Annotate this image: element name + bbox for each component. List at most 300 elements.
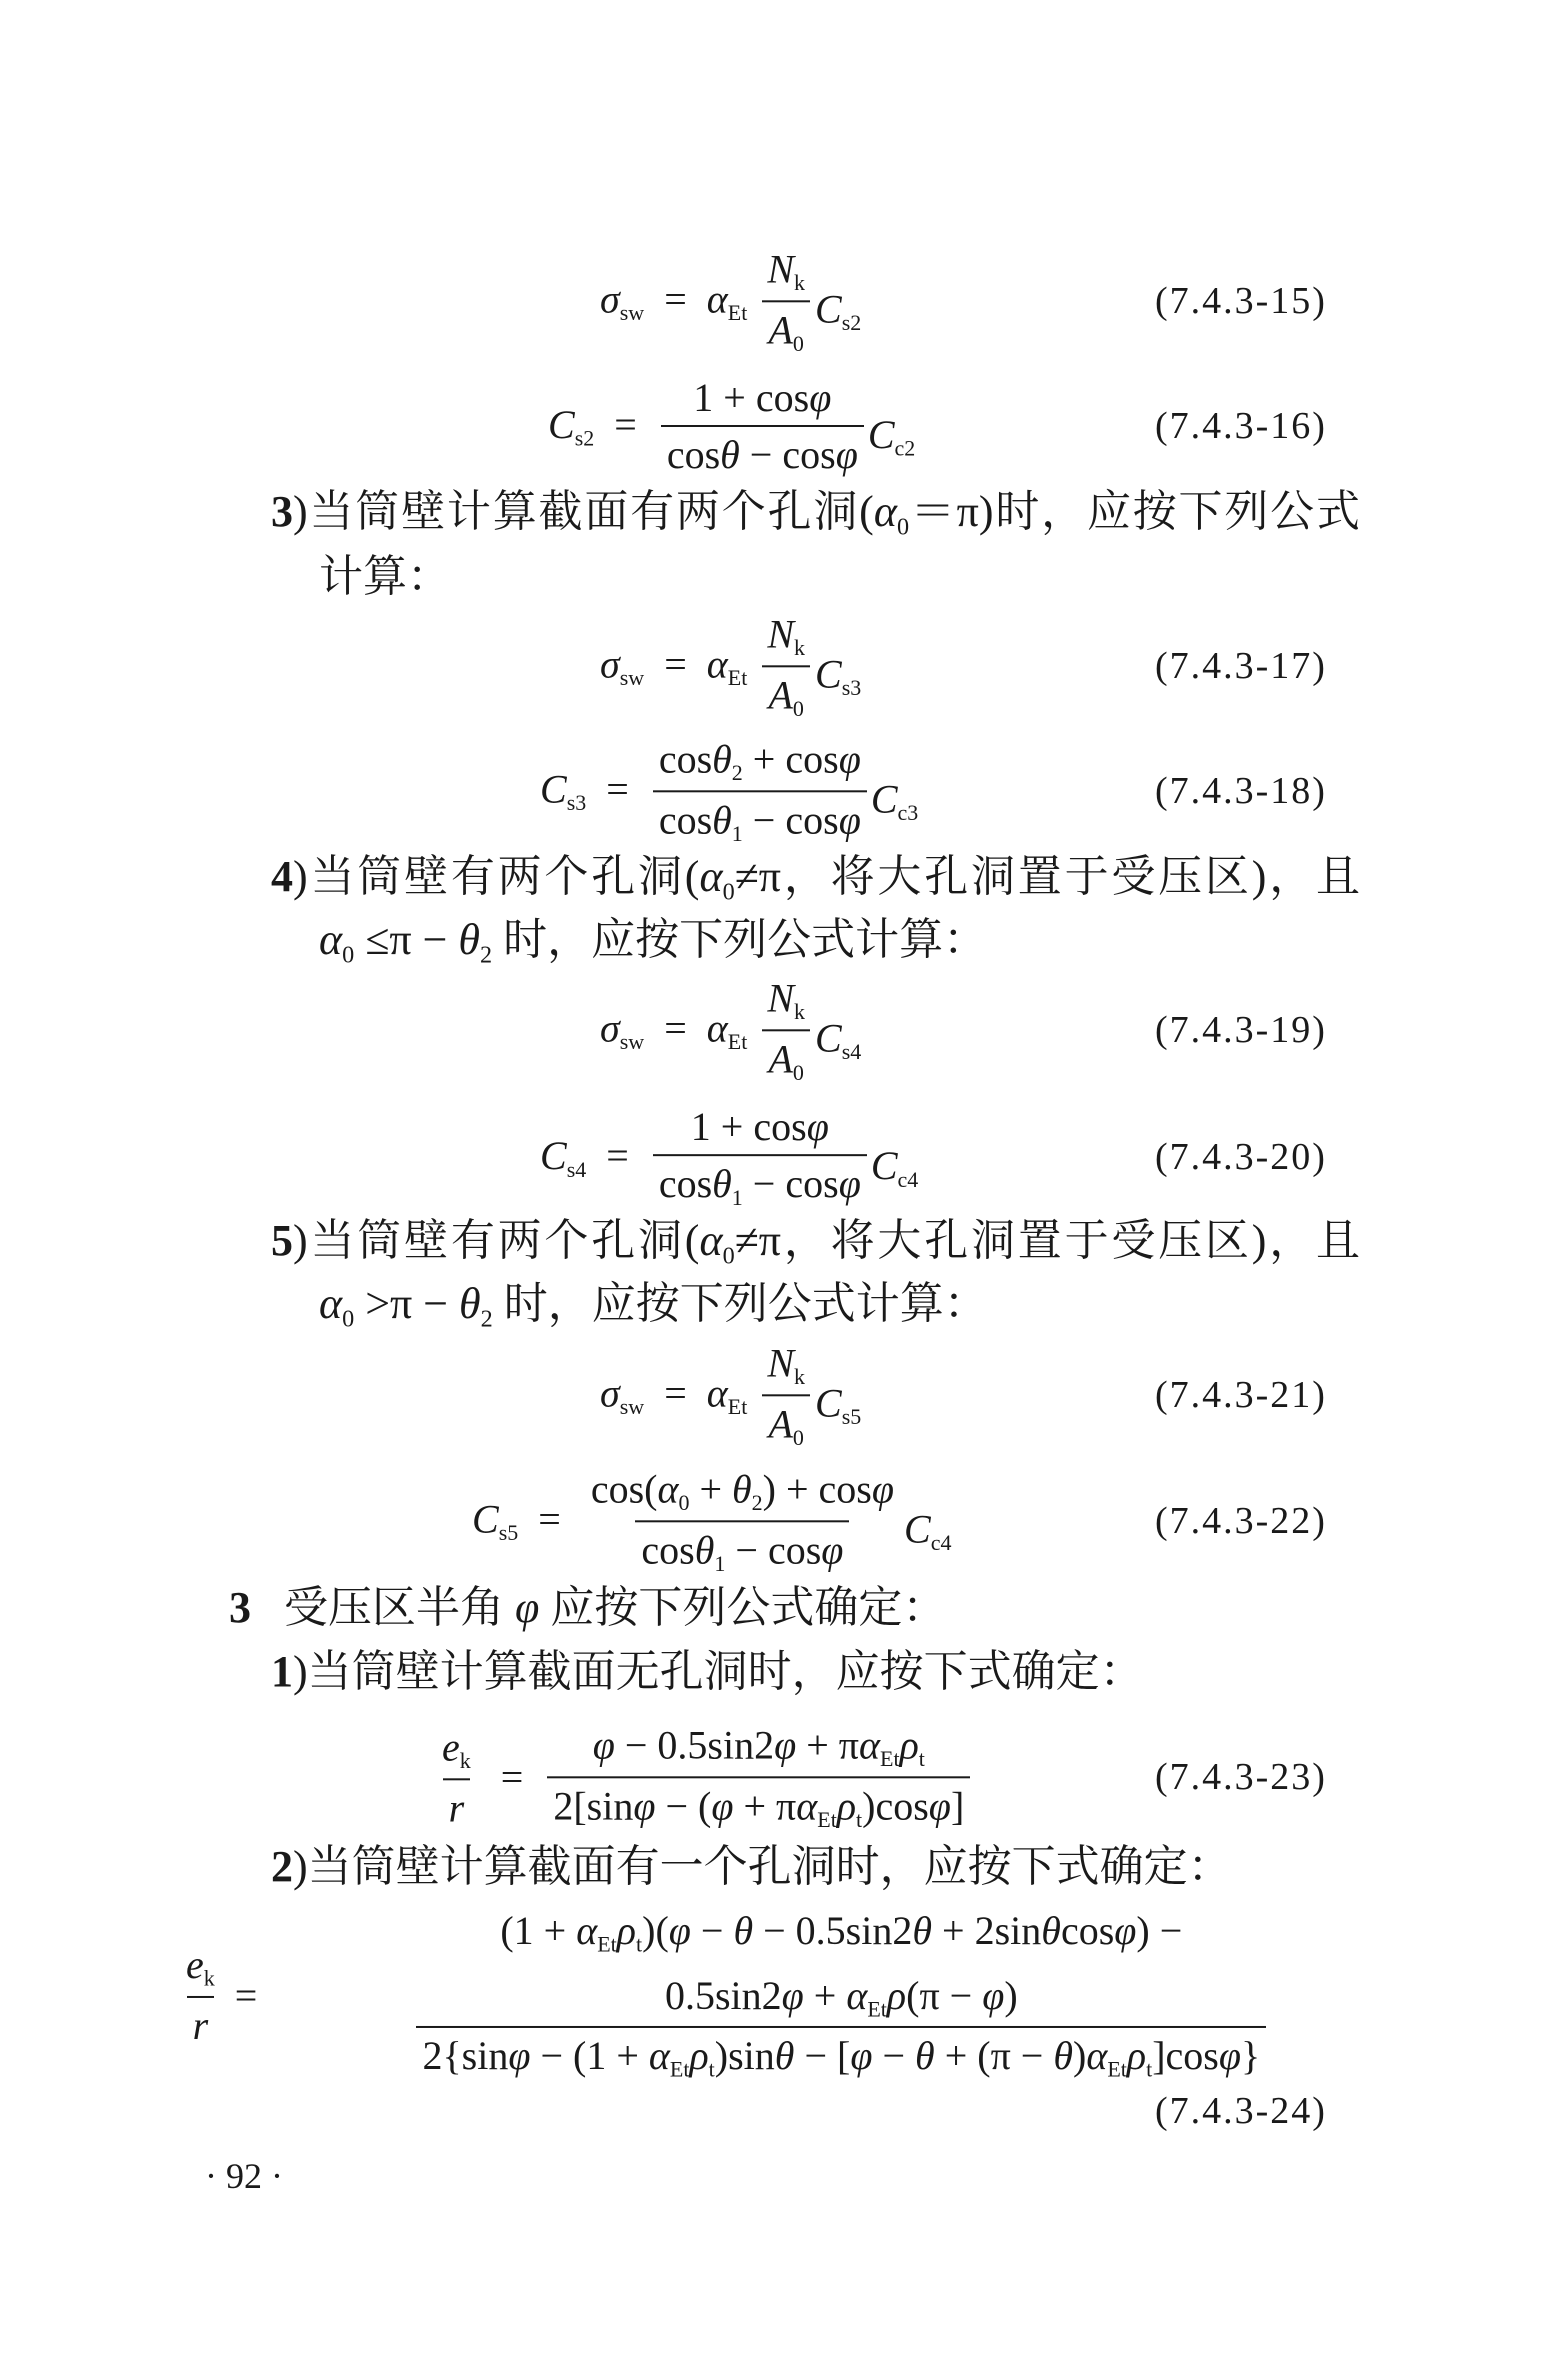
text-segment: (1 + bbox=[500, 1907, 577, 1953]
equation-16 bbox=[548, 374, 915, 478]
text-segment: )当筒壁计算截面有一个孔洞时，应按下式确定： bbox=[293, 1842, 1232, 1891]
subscript: k bbox=[794, 635, 805, 660]
text-segment: 3 bbox=[229, 1583, 251, 1632]
subscript: Et bbox=[727, 300, 748, 326]
denominator bbox=[635, 1520, 849, 1577]
subscript: c4 bbox=[930, 1530, 952, 1556]
subscript: s4 bbox=[566, 1156, 587, 1182]
denominator bbox=[762, 665, 809, 722]
text-segment: + (π − bbox=[934, 2033, 1054, 2079]
numerator bbox=[587, 1721, 931, 1776]
equation-number-24: (7.4.3-24) bbox=[1155, 2090, 1327, 2132]
subscript: sw bbox=[619, 300, 645, 326]
numerator bbox=[761, 610, 811, 665]
subscript: 2 bbox=[480, 1305, 493, 1333]
text-segment: φ bbox=[806, 1104, 829, 1150]
text-segment: = bbox=[586, 766, 649, 812]
subscript: s5 bbox=[498, 1520, 519, 1546]
text-segment: φ bbox=[1114, 1907, 1137, 1953]
text-segment: − cos bbox=[739, 432, 836, 477]
subscript: Et bbox=[727, 1029, 748, 1055]
text-segment bbox=[747, 1371, 757, 1416]
text-segment: α bbox=[319, 1279, 343, 1329]
fraction bbox=[761, 245, 811, 356]
text-segment: C bbox=[904, 1506, 931, 1552]
lhs bbox=[600, 1370, 757, 1421]
numerator bbox=[494, 1907, 1188, 2026]
subscript: s3 bbox=[841, 675, 862, 701]
subscript: 0 bbox=[342, 941, 355, 969]
text-segment: φ bbox=[774, 1722, 797, 1768]
equation-17 bbox=[600, 610, 861, 721]
text-segment: A bbox=[768, 1401, 793, 1446]
item-4-two-holes-line1 bbox=[271, 852, 1360, 906]
text-segment: } bbox=[1241, 2033, 1261, 2079]
subscript: s4 bbox=[841, 1039, 862, 1065]
coefficient bbox=[871, 776, 918, 827]
equation-number-15: (7.4.3-15) bbox=[1155, 280, 1327, 322]
text-segment: θ bbox=[458, 915, 481, 965]
denominator bbox=[653, 1154, 867, 1211]
text-segment: φ bbox=[668, 1907, 691, 1953]
subscript: k bbox=[459, 1747, 471, 1773]
equation-number-21: (7.4.3-21) bbox=[1155, 1374, 1327, 1416]
equation-22 bbox=[472, 1465, 951, 1576]
text-segment: A bbox=[768, 1036, 793, 1081]
subscript: 1 bbox=[714, 1550, 726, 1576]
subscript: Et bbox=[669, 2057, 690, 2083]
text-segment: θ bbox=[1053, 2033, 1073, 2079]
text-segment: θ bbox=[1041, 1907, 1061, 1953]
text-segment: = bbox=[644, 276, 707, 322]
numerator bbox=[761, 1339, 811, 1394]
text-segment: N bbox=[767, 1340, 794, 1386]
text-segment: ) + cos bbox=[762, 1466, 872, 1512]
lhs bbox=[540, 766, 649, 817]
clause-3-heading bbox=[229, 1583, 947, 1632]
text-segment: )当筒壁有两个孔洞( bbox=[293, 1216, 700, 1266]
equation-18 bbox=[540, 735, 918, 846]
text-segment: cos bbox=[658, 1161, 713, 1207]
numerator-line bbox=[442, 1723, 471, 1774]
subscript: Et bbox=[727, 665, 748, 691]
text-segment: A bbox=[768, 307, 793, 352]
numerator bbox=[687, 374, 837, 425]
text-segment: φ bbox=[928, 1783, 951, 1828]
subscript: 0 bbox=[792, 330, 804, 356]
subscript: 0 bbox=[792, 1424, 804, 1450]
text-segment: − cos bbox=[742, 797, 839, 842]
equation-19 bbox=[600, 974, 861, 1085]
text-segment: θ bbox=[459, 1279, 481, 1329]
text-segment: C bbox=[815, 1380, 842, 1426]
text-segment: + bbox=[803, 1972, 847, 2018]
text-segment: cos( bbox=[590, 1466, 658, 1512]
denominator bbox=[762, 1394, 809, 1451]
subscript: t bbox=[918, 1746, 925, 1771]
text-segment: 应按下列公式确定： bbox=[539, 1583, 947, 1632]
numerator-line bbox=[186, 1941, 215, 1992]
text-segment bbox=[747, 277, 757, 322]
text-segment: ρ bbox=[886, 1972, 907, 2018]
text-segment: ≤π − bbox=[354, 915, 459, 965]
text-segment: ρ bbox=[689, 2033, 709, 2079]
item-3-two-holes-line1 bbox=[271, 487, 1360, 541]
lhs bbox=[548, 401, 657, 452]
text-segment: 1 + cos bbox=[690, 1104, 807, 1150]
item-5-two-holes-line2 bbox=[319, 1279, 988, 1333]
text-segment: φ bbox=[838, 797, 861, 842]
text-segment: ≠π，将大孔洞置于受压区)，且 bbox=[734, 852, 1360, 902]
text-segment: C bbox=[870, 776, 898, 822]
text-segment: )cos bbox=[862, 1783, 929, 1828]
fraction bbox=[547, 1721, 970, 1832]
subscript: 1 bbox=[731, 820, 743, 846]
numerator-line bbox=[767, 1339, 805, 1390]
numerator bbox=[761, 245, 811, 300]
fraction bbox=[271, 1907, 1411, 2083]
numerator-line bbox=[767, 245, 805, 296]
text-segment: θ bbox=[694, 1527, 715, 1572]
subscript: k bbox=[794, 999, 805, 1024]
fraction bbox=[653, 1103, 867, 1211]
numerator-line bbox=[691, 1103, 829, 1150]
text-segment: 3 bbox=[271, 487, 293, 537]
text-segment: φ bbox=[850, 2033, 873, 2079]
text-segment: cos bbox=[658, 797, 713, 842]
page-number: · 92 · bbox=[205, 2156, 283, 2196]
text-segment: α bbox=[706, 1370, 728, 1416]
text-segment: − ( bbox=[655, 1783, 712, 1828]
text-segment: − cos bbox=[742, 1161, 839, 1207]
text-segment: − [ bbox=[794, 2033, 851, 2079]
text-segment: (π − bbox=[906, 1972, 983, 2018]
text-segment: α bbox=[699, 1216, 723, 1266]
text-segment: 2{sin bbox=[422, 2033, 509, 2079]
text-segment: 4 bbox=[271, 852, 293, 902]
text-segment: ρ bbox=[899, 1722, 919, 1768]
text-segment: θ bbox=[912, 1907, 933, 1953]
text-segment: = bbox=[594, 401, 657, 447]
lhs bbox=[472, 1496, 581, 1547]
text-segment: 2[sin bbox=[553, 1783, 634, 1828]
fraction bbox=[661, 374, 864, 478]
numerator bbox=[585, 1465, 900, 1520]
text-segment: C bbox=[472, 1496, 499, 1542]
equation-number-17: (7.4.3-17) bbox=[1155, 645, 1327, 687]
text-segment: e bbox=[442, 1724, 460, 1770]
text-segment: = bbox=[644, 1370, 707, 1416]
subscript: 0 bbox=[342, 1305, 355, 1333]
text-segment: φ bbox=[592, 1722, 615, 1768]
text-segment: + π bbox=[733, 1783, 797, 1828]
subscript: t bbox=[708, 2057, 715, 2083]
coefficient bbox=[904, 1506, 951, 1557]
text-segment bbox=[747, 1006, 757, 1051]
fraction bbox=[761, 610, 811, 721]
denominator bbox=[416, 2026, 1266, 2083]
text-segment: = bbox=[644, 641, 707, 687]
fraction bbox=[761, 1339, 811, 1450]
subscript: c2 bbox=[894, 435, 916, 461]
text-segment: α bbox=[846, 1972, 868, 2018]
text-segment: σ bbox=[600, 1005, 620, 1051]
text-segment: ) − bbox=[1136, 1907, 1183, 1953]
text-segment: φ bbox=[515, 1583, 540, 1632]
subscript: c3 bbox=[897, 800, 919, 826]
text-segment bbox=[747, 642, 757, 687]
subscript: k bbox=[794, 1364, 805, 1389]
coefficient bbox=[871, 1142, 918, 1193]
text-segment: φ bbox=[781, 1972, 804, 2018]
text-segment: cos bbox=[1060, 1907, 1115, 1953]
text-segment: − bbox=[690, 1907, 734, 1953]
item-4-two-holes-line2 bbox=[319, 915, 988, 969]
subscript: Et bbox=[727, 1394, 748, 1420]
text-segment: φ bbox=[1218, 2033, 1241, 2079]
denominator bbox=[762, 1029, 809, 1086]
text-segment: α bbox=[873, 487, 897, 537]
text-segment: θ bbox=[733, 1907, 754, 1953]
item-2-one-hole bbox=[271, 1842, 1232, 1891]
lhs bbox=[600, 276, 757, 327]
item-3-two-holes-line2 bbox=[319, 552, 451, 601]
text-segment: e bbox=[186, 1942, 204, 1988]
equation-20 bbox=[540, 1103, 918, 1211]
subscript: s2 bbox=[574, 425, 595, 451]
text-segment: α bbox=[796, 1783, 818, 1828]
text-segment: N bbox=[767, 246, 794, 292]
equation-23 bbox=[432, 1721, 974, 1832]
text-segment: )当筒壁计算截面有两个孔洞( bbox=[293, 487, 874, 537]
text-segment: + π bbox=[796, 1722, 859, 1768]
subscript: 0 bbox=[896, 513, 910, 541]
denominator bbox=[547, 1776, 970, 1833]
numerator-line bbox=[593, 1721, 925, 1772]
text-segment: ≠π，将大孔洞置于受压区)，且 bbox=[734, 1216, 1360, 1266]
text-segment: C bbox=[540, 1132, 567, 1178]
text-segment: C bbox=[815, 1015, 842, 1061]
text-segment: φ bbox=[982, 1972, 1005, 2018]
text-segment: α bbox=[657, 1466, 679, 1512]
subscript: 0 bbox=[792, 695, 804, 721]
coefficient bbox=[815, 286, 861, 337]
coefficient bbox=[815, 1380, 861, 1431]
equation-21 bbox=[600, 1339, 861, 1450]
text-segment: A bbox=[768, 672, 793, 717]
text-segment: φ bbox=[633, 1783, 656, 1828]
text-segment: ＝π)时，应按下列公式 bbox=[909, 487, 1360, 537]
numerator-line bbox=[767, 610, 805, 661]
text-segment: θ bbox=[732, 1466, 752, 1512]
numerator-line bbox=[693, 374, 831, 421]
text-segment: ρ bbox=[836, 1783, 857, 1828]
subscript: 2 bbox=[751, 1490, 763, 1515]
denominator bbox=[187, 1996, 215, 2049]
text-segment: ]cos bbox=[1152, 2033, 1219, 2079]
text-segment: ) bbox=[1073, 2033, 1087, 2079]
lhs-fraction bbox=[436, 1723, 477, 1831]
text-segment: φ bbox=[871, 1466, 895, 1512]
numerator bbox=[761, 974, 811, 1029]
text-segment: 受压区半角 bbox=[251, 1583, 515, 1632]
text-segment: θ bbox=[712, 1161, 732, 1207]
text-segment: σ bbox=[600, 641, 620, 687]
text-segment: 0.5sin2 bbox=[664, 1972, 782, 2018]
subscript: Et bbox=[1107, 2057, 1127, 2083]
equation-number-20: (7.4.3-20) bbox=[1155, 1136, 1327, 1178]
text-segment: − 0.5sin2 bbox=[614, 1722, 775, 1768]
text-segment: α bbox=[1086, 2033, 1108, 2079]
text-segment: φ bbox=[508, 2033, 531, 2079]
denominator bbox=[762, 300, 809, 357]
text-segment: σ bbox=[600, 1370, 620, 1416]
text-segment: )( bbox=[642, 1907, 669, 1953]
equation-24 bbox=[176, 1907, 1415, 2083]
text-segment: cos bbox=[641, 1527, 695, 1572]
text-segment: σ bbox=[600, 276, 620, 322]
item-5-two-holes-line1 bbox=[271, 1216, 1360, 1270]
text-segment: + bbox=[689, 1466, 733, 1512]
fraction bbox=[653, 735, 867, 846]
denominator bbox=[661, 425, 864, 478]
coefficient bbox=[868, 411, 915, 462]
subscript: 0 bbox=[792, 1059, 804, 1085]
text-segment: α bbox=[706, 641, 728, 687]
equation-15 bbox=[600, 245, 861, 356]
numerator bbox=[436, 1723, 477, 1778]
subscript: 2 bbox=[480, 941, 493, 969]
text-segment: ρ bbox=[616, 1907, 636, 1953]
subscript: Et bbox=[880, 1746, 900, 1771]
text-segment: N bbox=[767, 611, 794, 657]
numerator bbox=[685, 1103, 835, 1154]
text-segment: 1 bbox=[271, 1647, 293, 1696]
text-segment: − 0.5sin2 bbox=[753, 1907, 913, 1953]
subscript: t bbox=[856, 1806, 863, 1832]
text-segment: θ bbox=[720, 432, 740, 477]
text-segment: 2 bbox=[271, 1842, 293, 1891]
text-segment: + cos bbox=[742, 736, 839, 782]
text-segment: φ bbox=[809, 375, 832, 420]
coefficient bbox=[815, 651, 861, 702]
subscript: s5 bbox=[841, 1404, 862, 1430]
subscript: sw bbox=[619, 665, 645, 691]
lhs bbox=[600, 641, 757, 692]
lhs-fraction bbox=[180, 1941, 221, 2049]
subscript: t bbox=[1146, 2057, 1153, 2083]
subscript: Et bbox=[867, 1996, 887, 2022]
text-segment: )当筒壁计算截面无孔洞时，应按下式确定： bbox=[293, 1647, 1144, 1696]
subscript: 1 bbox=[731, 1184, 743, 1210]
subscript: k bbox=[794, 270, 805, 295]
fraction bbox=[585, 1465, 900, 1576]
subscript: k bbox=[203, 1965, 215, 1991]
numerator-line bbox=[500, 1972, 1182, 2023]
fraction bbox=[761, 974, 811, 1085]
lhs bbox=[225, 1972, 268, 2019]
text-segment: )当筒壁有两个孔洞( bbox=[293, 852, 700, 902]
equation-number-18: (7.4.3-18) bbox=[1155, 770, 1327, 812]
text-segment: C bbox=[548, 401, 575, 447]
text-segment: 1 + cos bbox=[693, 375, 810, 420]
item-1-no-hole bbox=[271, 1647, 1144, 1696]
equation-number-23: (7.4.3-23) bbox=[1155, 1756, 1327, 1798]
text-segment: α bbox=[859, 1722, 880, 1768]
subscript: s2 bbox=[841, 310, 862, 336]
subscript: sw bbox=[619, 1394, 645, 1420]
text-segment: C bbox=[815, 651, 842, 697]
coefficient bbox=[815, 1015, 861, 1066]
text-segment: α bbox=[706, 276, 728, 322]
text-segment: 计算： bbox=[319, 552, 451, 601]
text-segment: θ bbox=[774, 2033, 795, 2079]
text-segment: = bbox=[644, 1005, 707, 1051]
text-segment: >π − bbox=[354, 1279, 460, 1329]
text-segment: C bbox=[867, 411, 895, 457]
text-segment: ) bbox=[1004, 1972, 1018, 2018]
text-segment: α bbox=[699, 852, 723, 902]
text-segment: φ bbox=[711, 1783, 734, 1828]
subscript: Et bbox=[597, 1931, 617, 1957]
text-segment: cos bbox=[658, 736, 713, 782]
denominator bbox=[443, 1778, 471, 1831]
text-segment: φ bbox=[835, 432, 858, 477]
text-segment: α bbox=[576, 1907, 598, 1953]
numerator-line bbox=[500, 1907, 1182, 1958]
text-segment: C bbox=[815, 286, 842, 332]
subscript: Et bbox=[817, 1806, 837, 1832]
numerator bbox=[180, 1941, 221, 1996]
text-segment: − cos bbox=[725, 1527, 822, 1572]
text-segment: r bbox=[192, 2002, 209, 2048]
text-segment: φ bbox=[838, 1161, 861, 1207]
equation-number-22: (7.4.3-22) bbox=[1155, 1500, 1327, 1542]
subscript: 0 bbox=[678, 1490, 690, 1515]
text-segment: )sin bbox=[714, 2033, 775, 2079]
text-segment: ] bbox=[950, 1783, 965, 1828]
subscript: sw bbox=[619, 1029, 645, 1055]
lhs bbox=[540, 1132, 649, 1183]
text-segment: θ bbox=[712, 736, 732, 782]
text-segment: α bbox=[319, 915, 343, 965]
text-segment: C bbox=[870, 1142, 898, 1188]
text-segment: r bbox=[448, 1784, 465, 1830]
subscript: c4 bbox=[897, 1166, 919, 1192]
subscript: 2 bbox=[731, 760, 743, 785]
text-segment: + 2sin bbox=[932, 1907, 1042, 1953]
text-segment: cos bbox=[666, 432, 721, 477]
text-segment: α bbox=[648, 2033, 670, 2079]
text-segment: − (1 + bbox=[530, 2033, 649, 2079]
text-segment: φ bbox=[838, 736, 861, 782]
text-segment: = bbox=[480, 1754, 544, 1800]
text-segment: α bbox=[706, 1005, 728, 1051]
text-segment: φ bbox=[821, 1527, 844, 1572]
text-segment: C bbox=[540, 766, 567, 812]
subscript: t bbox=[636, 1931, 643, 1957]
subscript: 0 bbox=[722, 878, 735, 906]
text-segment: 时，应按下列公式计算： bbox=[492, 915, 988, 965]
equation-number-19: (7.4.3-19) bbox=[1155, 1009, 1327, 1051]
text-segment: ρ bbox=[1126, 2033, 1147, 2079]
text-segment: θ bbox=[712, 797, 732, 842]
text-segment: 时，应按下列公式计算： bbox=[492, 1279, 988, 1329]
numerator-line bbox=[591, 1465, 894, 1516]
equation-number-16: (7.4.3-16) bbox=[1155, 405, 1327, 447]
text-segment: − bbox=[872, 2033, 916, 2079]
numerator-line bbox=[659, 735, 861, 786]
